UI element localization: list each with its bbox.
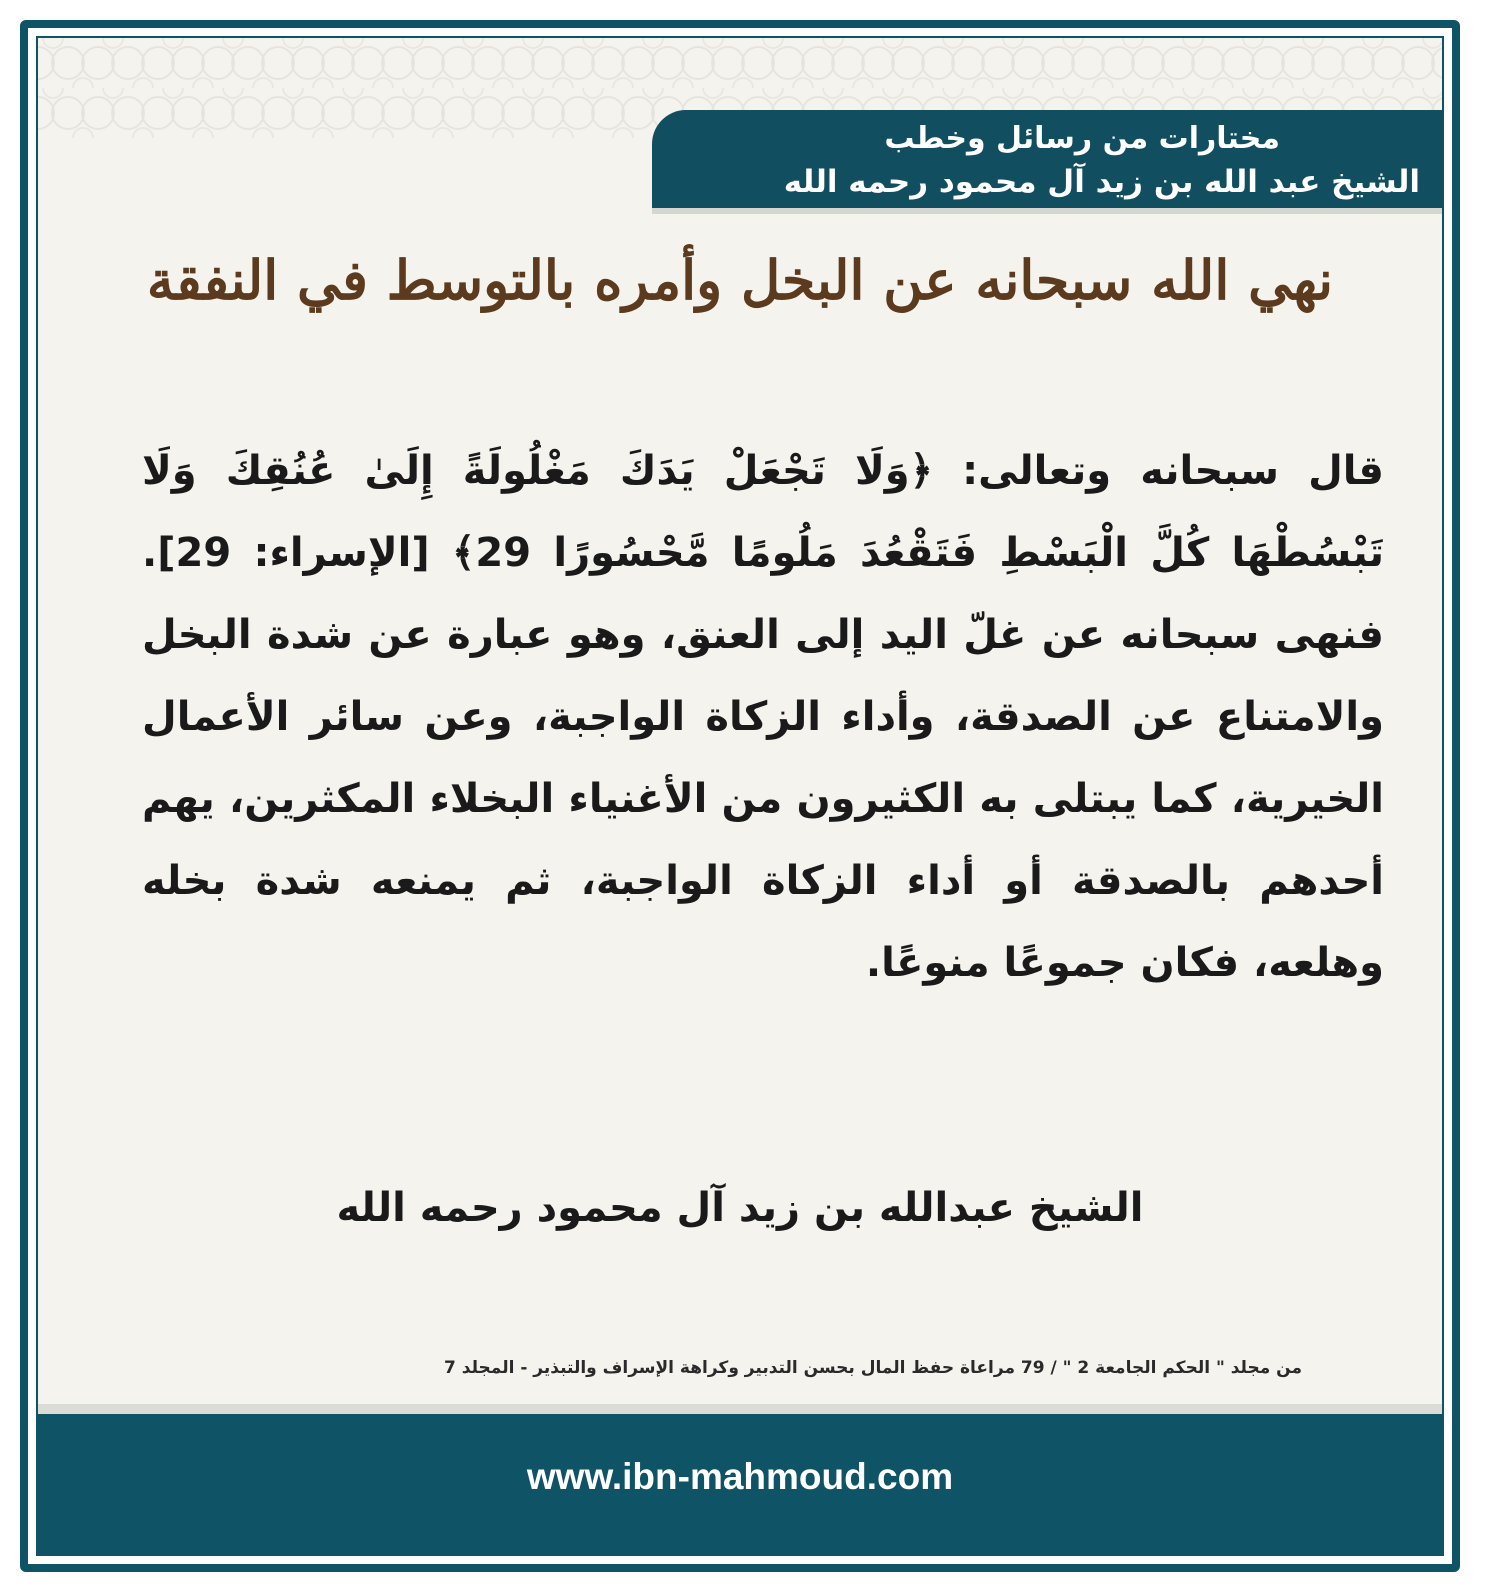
footer-divider — [38, 1404, 1442, 1414]
body-text: قال سبحانه وتعالى: ﴿وَلَا تَجْعَلْ يَدَكَ مَغْلُولَةً إِلَىٰ عُنُقِكَ وَلَا تَبْسُطْهَا كُلَّ الْبَسْطِ فَتَقْعُدَ مَلُومًا مَّحْسُورًا 29﴾ [الإسراء: 29]. فنهى سبحانه عن غلّ اليد إلى العنق، وهو عبارة عن شدة البخل والامتناع عن الصدقة، وأداء الزكاة الواجبة، وعن سائر الأعمال الخيرية، كما يبتلى به الكثيرون من الأغنياء البخلاء المكثرين، يهم أحدهم بالصدقة أو أداء الزكاة الواجبة، ثم يمنعه شدة بخله وهلعه، فكان جموعًا منوعًا. — [142, 448, 1384, 986]
content-panel — [36, 36, 1444, 1556]
header-series-title: مختارات من رسائل وخطب — [884, 121, 1280, 156]
signature: الشيخ عبدالله بن زيد آل محمود رحمه الله — [336, 1185, 1144, 1231]
website-link[interactable]: www.ibn-mahmoud.com — [526, 1456, 954, 1497]
page-title: نهي الله سبحانه عن البخل وأمره بالتوسط في النفقة — [146, 248, 1334, 312]
footer-banner — [38, 1414, 1442, 1554]
source-citation: من مجلد " الحكم الجامعة 2 " / 79 مراعاة حفظ المال بحسن التدبير وكراهة الإسراف والتبذير - المجلد 7 — [444, 1358, 1302, 1378]
header-author-name: الشيخ عبد الله بن زيد آل محمود رحمه الله — [783, 164, 1420, 200]
outer-frame — [20, 20, 1460, 1572]
header-banner — [652, 110, 1442, 214]
